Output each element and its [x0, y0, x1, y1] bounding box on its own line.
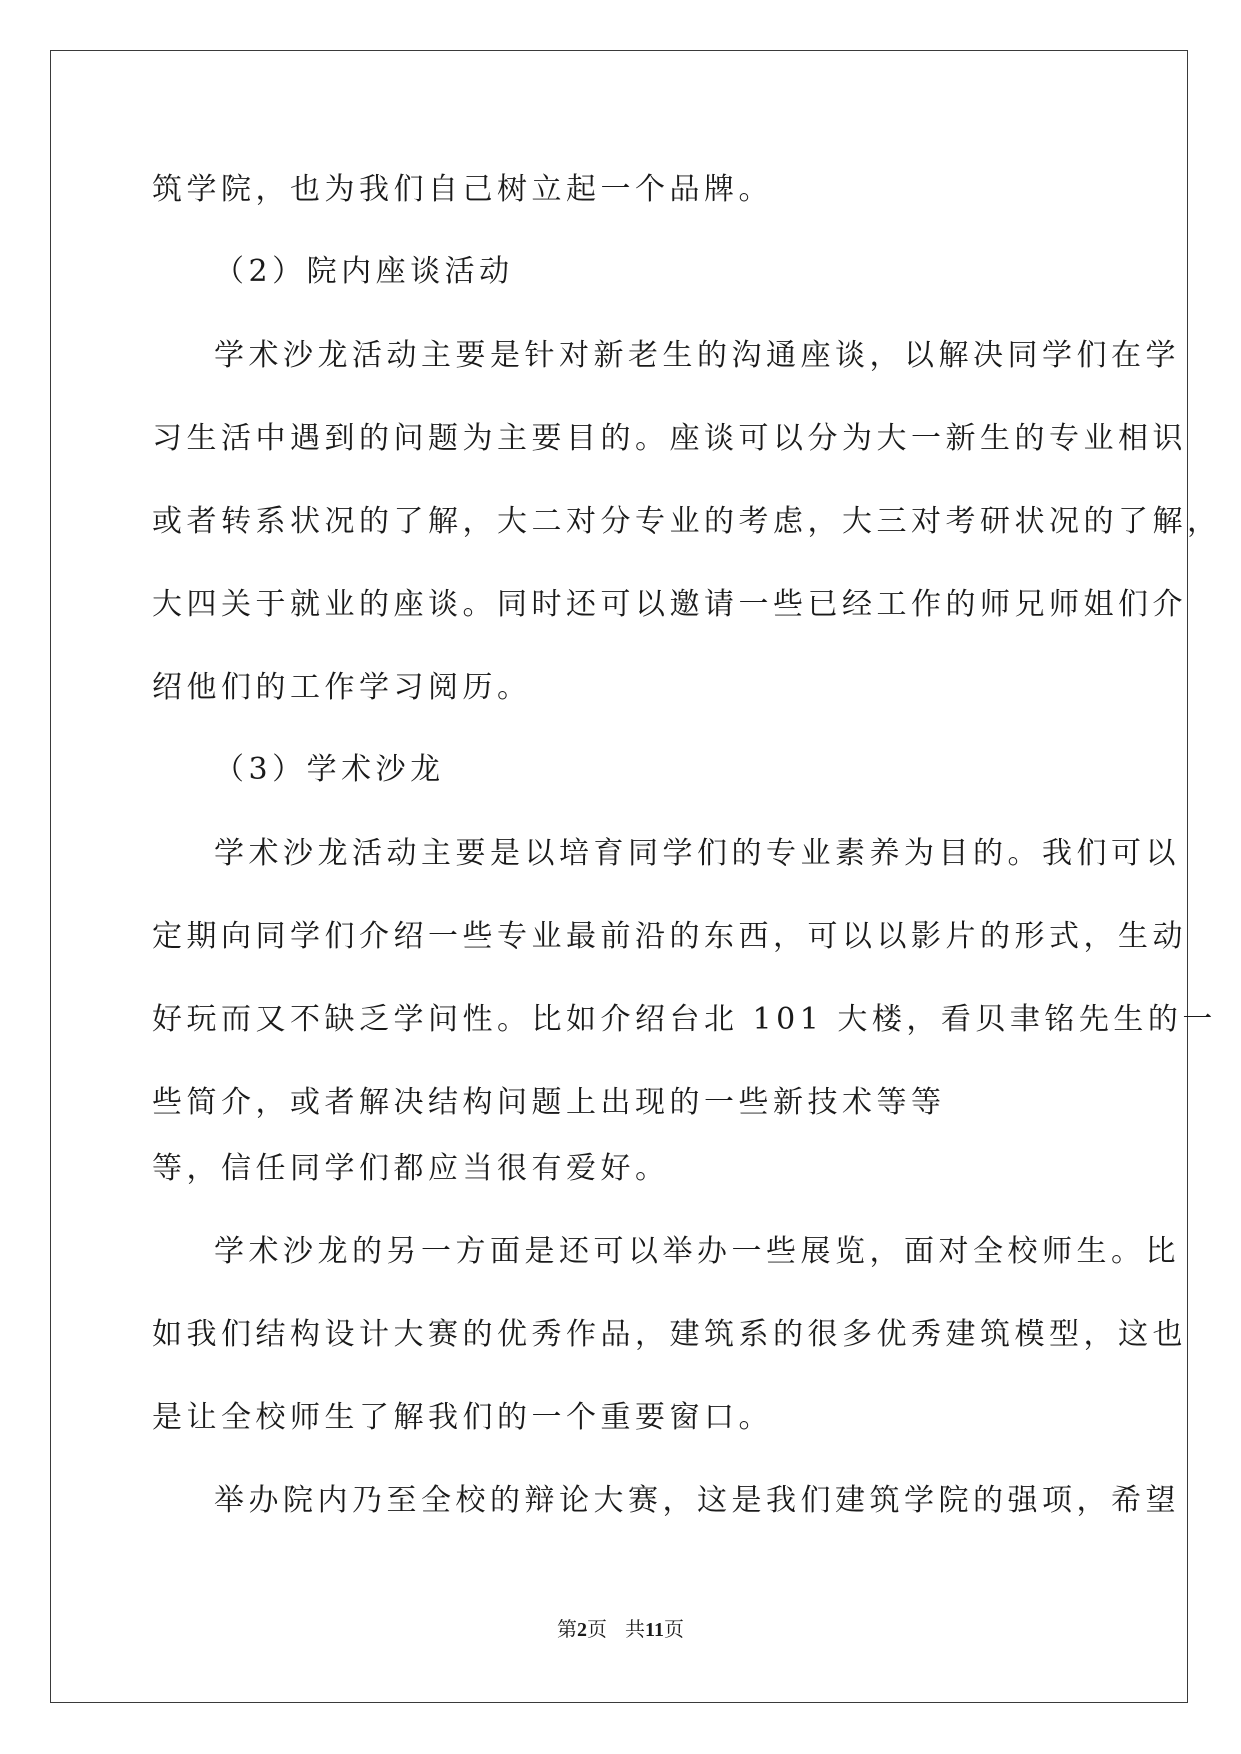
total-prefix: 共 [625, 1619, 646, 1641]
body-line: 举办院内乃至全校的辩论大赛，这是我们建筑学院的强项，希望 [214, 1483, 1180, 1518]
body-line: 大四关于就业的座谈。同时还可以邀请一些已经工作的师兄师姐们介 [152, 587, 1187, 622]
body-line: 学术沙龙活动主要是以培育同学们的专业素养为目的。我们可以 [214, 836, 1180, 871]
body-line: 好玩而又不缺乏学问性。比如介绍台北 101 大楼，看贝聿铭先生的一 [152, 1002, 1217, 1037]
body-line: 些简介，或者解决结构问题上出现的一些新技术等等 [152, 1085, 946, 1120]
section-heading: （3）学术沙龙 [214, 752, 445, 787]
body-line: 筑学院，也为我们自己树立起一个品牌。 [152, 172, 773, 207]
body-line: 定期向同学们介绍一些专业最前沿的东西，可以以影片的形式，生动 [152, 919, 1187, 954]
body-line: 等，信任同学们都应当很有爱好。 [152, 1151, 670, 1186]
page-border [50, 50, 1188, 1703]
body-line: 学术沙龙活动主要是针对新老生的沟通座谈，以解决同学们在学 [214, 338, 1180, 373]
body-line: 学术沙龙的另一方面是还可以举办一些展览，面对全校师生。比 [214, 1234, 1180, 1269]
page-footer [0, 1618, 1241, 1642]
page-prefix: 第 [557, 1619, 578, 1641]
body-line: 或者转系状况的了解，大二对分专业的考虑，大三对考研状况的了解， [152, 504, 1222, 539]
body-line: 如我们结构设计大赛的优秀作品，建筑系的很多优秀建筑模型，这也 [152, 1317, 1187, 1352]
page-suffix: 页 [587, 1619, 608, 1641]
body-line: 习生活中遇到的问题为主要目的。座谈可以分为大一新生的专业相识 [152, 421, 1187, 456]
section-heading: （2）院内座谈活动 [214, 254, 514, 289]
page-number: 2 [577, 1619, 588, 1641]
total-suffix: 页 [663, 1619, 684, 1641]
body-line: 绍他们的工作学习阅历。 [152, 670, 532, 705]
total-pages: 11 [645, 1619, 664, 1641]
body-line: 是让全校师生了解我们的一个重要窗口。 [152, 1400, 773, 1435]
